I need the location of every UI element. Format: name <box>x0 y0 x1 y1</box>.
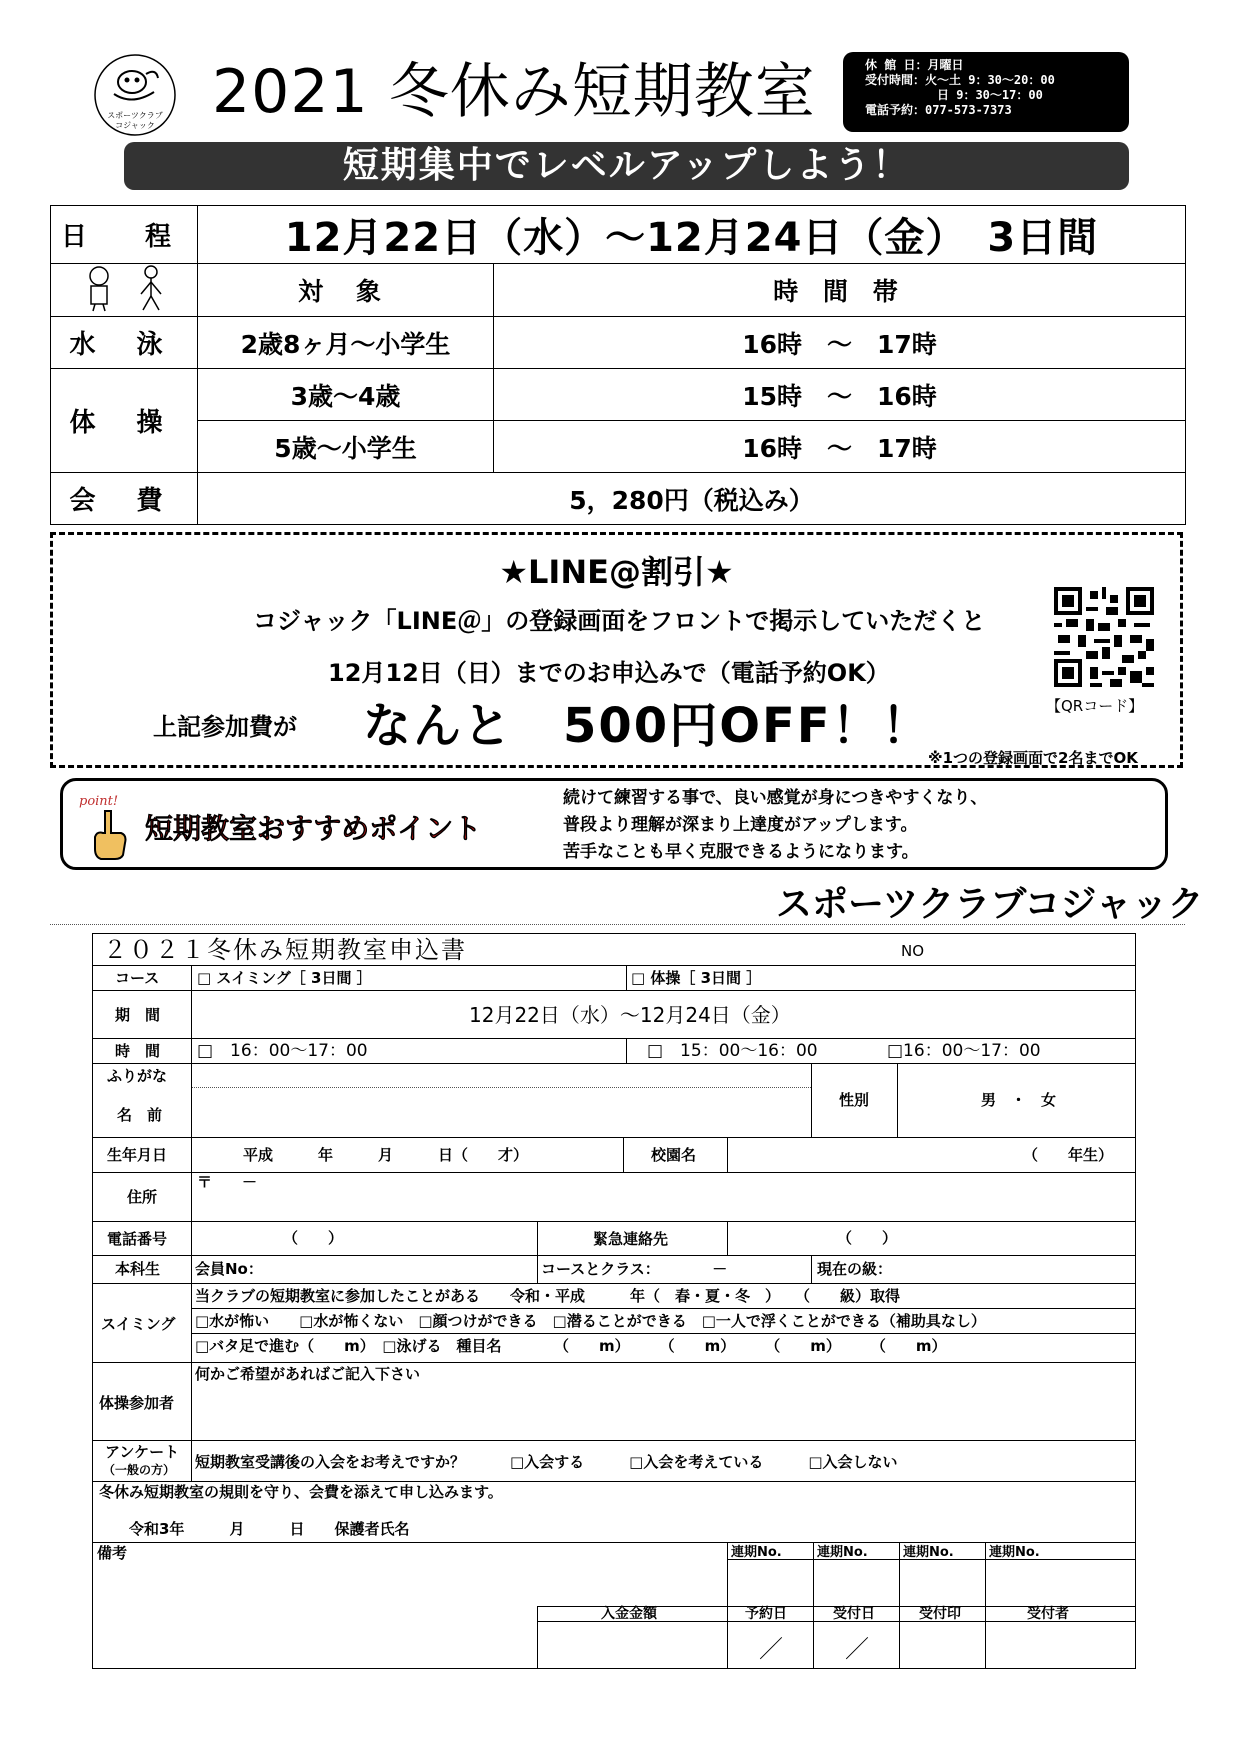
svg-text:point!: point! <box>79 794 119 809</box>
cut-line <box>50 924 1185 925</box>
gym-participant-label: 体操参加者 <box>99 1394 175 1412</box>
course-label: コース <box>115 969 160 987</box>
club-logo <box>92 54 178 136</box>
gym-request-field[interactable]: 何かご希望があればご記入下さい <box>195 1365 421 1383</box>
date-value: 12月22日（水）～12月24日（金） 3日間 <box>198 206 1186 264</box>
survey-options[interactable]: 短期教室受講後の入会をお考えですか？ □入会する □入会を考えている □入会しない <box>195 1453 898 1471</box>
swimming-history-field[interactable]: 当クラブの短期教室に参加したことがある 令和・平成 年（ 春・夏・冬 ） （ 級）取得 <box>195 1287 901 1305</box>
info-line: 日 9：30～17：00 <box>865 88 1043 102</box>
recommend-point-box <box>60 778 1168 870</box>
target-swim: 2歳8ヶ月～小学生 <box>198 317 494 369</box>
renki-no-1: 連期No. <box>731 1545 782 1560</box>
birthday-field[interactable]: 平成 年 月 日（ 才） <box>243 1146 529 1164</box>
line-discount-text-1: コジャック「LINE＠」の登録画面をフロントで掲示していただくと <box>253 607 986 635</box>
furigana-label: ふりがな <box>107 1067 168 1085</box>
logo-text-2: コジャック <box>115 121 155 130</box>
info-line: 受付時間：火～土 9：30～20：00 <box>865 73 1055 87</box>
page-title: 2021 冬休み短期教室 <box>212 57 816 127</box>
line-discount-box <box>50 532 1183 768</box>
form-title: ２０２１冬休み短期教室申込書 <box>103 936 467 964</box>
info-line: 休 館 日：月曜日 <box>865 58 964 72</box>
mascot-icon <box>69 264 179 312</box>
info-box <box>843 52 1129 132</box>
reservation-date-label: 予約日 <box>745 1606 787 1622</box>
course-gym: 体 操 <box>51 369 198 473</box>
recommend-point-line: 続けて練習する事で、良い感覚が身につきやすくなり、 <box>563 788 988 808</box>
line-discount-text-2: 12月12日（日）までのお申込みで（電話予約OK） <box>328 659 890 687</box>
emergency-label: 緊急連絡先 <box>593 1230 669 1248</box>
member-no-field[interactable]: 会員No： <box>195 1260 263 1278</box>
time-gym-2: 16時 ～ 17時 <box>494 421 1186 473</box>
time-option-3-checkbox[interactable]: □16：00～17：00 <box>887 1041 1041 1061</box>
date-label: 日 程 <box>51 206 198 264</box>
phone-field[interactable]: （ ） <box>283 1229 344 1247</box>
emergency-field[interactable]: （ ） <box>837 1229 898 1247</box>
survey-label: アンケート <box>105 1443 180 1461</box>
time-option-2-checkbox[interactable]: □ 15：00～16：00 <box>647 1041 818 1061</box>
pointing-hand-icon <box>77 789 137 861</box>
qr-code-label: 【QRコード】 <box>1046 697 1144 715</box>
school-grade-field[interactable]: （ 年生） <box>1023 1146 1114 1164</box>
recommend-point-label: 短期教室おすすめポイント <box>145 812 482 845</box>
time-option-1-checkbox[interactable]: □ 16：00～17：00 <box>197 1041 368 1061</box>
gender-options[interactable]: 男 ・ 女 <box>981 1091 1057 1109</box>
course-swim-checkbox[interactable]: □ スイミング［ 3日間 ］ <box>197 969 372 987</box>
member-grade-field[interactable]: 現在の級： <box>817 1260 893 1278</box>
fee-value: 5，280円（税込み） <box>198 473 1186 525</box>
renki-no-3: 連期No. <box>903 1545 954 1560</box>
period-label: 期 間 <box>115 1006 161 1024</box>
receiver-label: 受付者 <box>1027 1606 1069 1622</box>
time-header: 時 間 帯 <box>494 264 1186 317</box>
info-line: 電話予約：077-573-7373 <box>865 103 1012 117</box>
club-name: スポーツクラブコジャック <box>776 884 1204 925</box>
form-no-label: NO <box>901 942 925 960</box>
qr-code-icon[interactable] <box>1054 587 1154 687</box>
swimming-label: スイミング <box>101 1315 176 1333</box>
reception-stamp-label: 受付印 <box>919 1606 961 1622</box>
gender-label: 性別 <box>839 1091 870 1109</box>
survey-sublabel: （一般の方） <box>103 1463 176 1477</box>
target-header: 対 象 <box>198 264 494 317</box>
school-label: 校園名 <box>651 1146 697 1164</box>
mascot-cell <box>51 264 198 317</box>
reception-date-slash: ／ <box>845 1635 869 1663</box>
payment-amount-label: 入金金額 <box>601 1606 657 1622</box>
logo-text-1: スポーツクラブ <box>107 111 163 120</box>
line-discount-note: ※1つの登録画面で2名までOK <box>928 749 1138 767</box>
pledge-text: 冬休み短期教室の規則を守り、会費を添えて申し込みます。 <box>99 1483 503 1501</box>
renki-no-4: 連期No. <box>989 1545 1040 1560</box>
time-label: 時 間 <box>115 1042 161 1060</box>
course-swim: 水 泳 <box>51 317 198 369</box>
target-gym-1: 3歳～4歳 <box>198 369 494 421</box>
address-label: 住所 <box>127 1188 158 1206</box>
course-gym-checkbox[interactable]: □ 体操［ 3日間 ］ <box>631 969 762 987</box>
swimming-distance-checkboxes[interactable]: □バタ足で進む（ m） □泳げる 種目名 （ m） （ m） （ m） （ m） <box>195 1337 947 1355</box>
birthday-label: 生年月日 <box>107 1146 168 1164</box>
slogan-banner: 短期集中でレベルアップしよう！ <box>124 142 1129 190</box>
period-value: 12月22日（水）～12月24日（金） <box>469 1003 791 1027</box>
reservation-date-slash: ／ <box>759 1635 783 1663</box>
guardian-signature-field[interactable]: 令和3年 月 日 保護者氏名 <box>129 1520 410 1538</box>
member-label: 本科生 <box>115 1260 161 1278</box>
recommend-point-text <box>563 785 987 866</box>
line-discount-title: ★LINE@割引★ <box>499 553 734 591</box>
recommend-point-line: 普段より理解が深まり上達度がアップします。 <box>563 815 918 835</box>
name-label: 名 前 <box>117 1106 163 1124</box>
schedule-table <box>50 205 1186 525</box>
target-gym-2: 5歳～小学生 <box>198 421 494 473</box>
member-course-field[interactable]: コースとクラス： － <box>541 1260 728 1278</box>
phone-label: 電話番号 <box>107 1230 168 1248</box>
line-discount-amount: なんと 500円OFF！！ <box>363 698 932 754</box>
postal-code-field[interactable]: 〒 － <box>197 1173 258 1191</box>
reception-date-label: 受付日 <box>833 1606 875 1622</box>
remarks-label: 備考 <box>97 1544 128 1562</box>
line-discount-text-3: 上記参加費が <box>153 713 297 741</box>
time-swim: 16時 ～ 17時 <box>494 317 1186 369</box>
fee-label: 会 費 <box>51 473 198 525</box>
swimming-level-checkboxes[interactable]: □水が怖い □水が怖くない □顔つけができる □潜ることができる □一人で浮くことができる（補助具なし） <box>195 1312 986 1330</box>
application-form <box>92 933 1136 1669</box>
renki-no-2: 連期No. <box>817 1545 868 1560</box>
time-gym-1: 15時 ～ 16時 <box>494 369 1186 421</box>
recommend-point-line: 苦手なことも早く克服できるようになります。 <box>563 842 919 862</box>
